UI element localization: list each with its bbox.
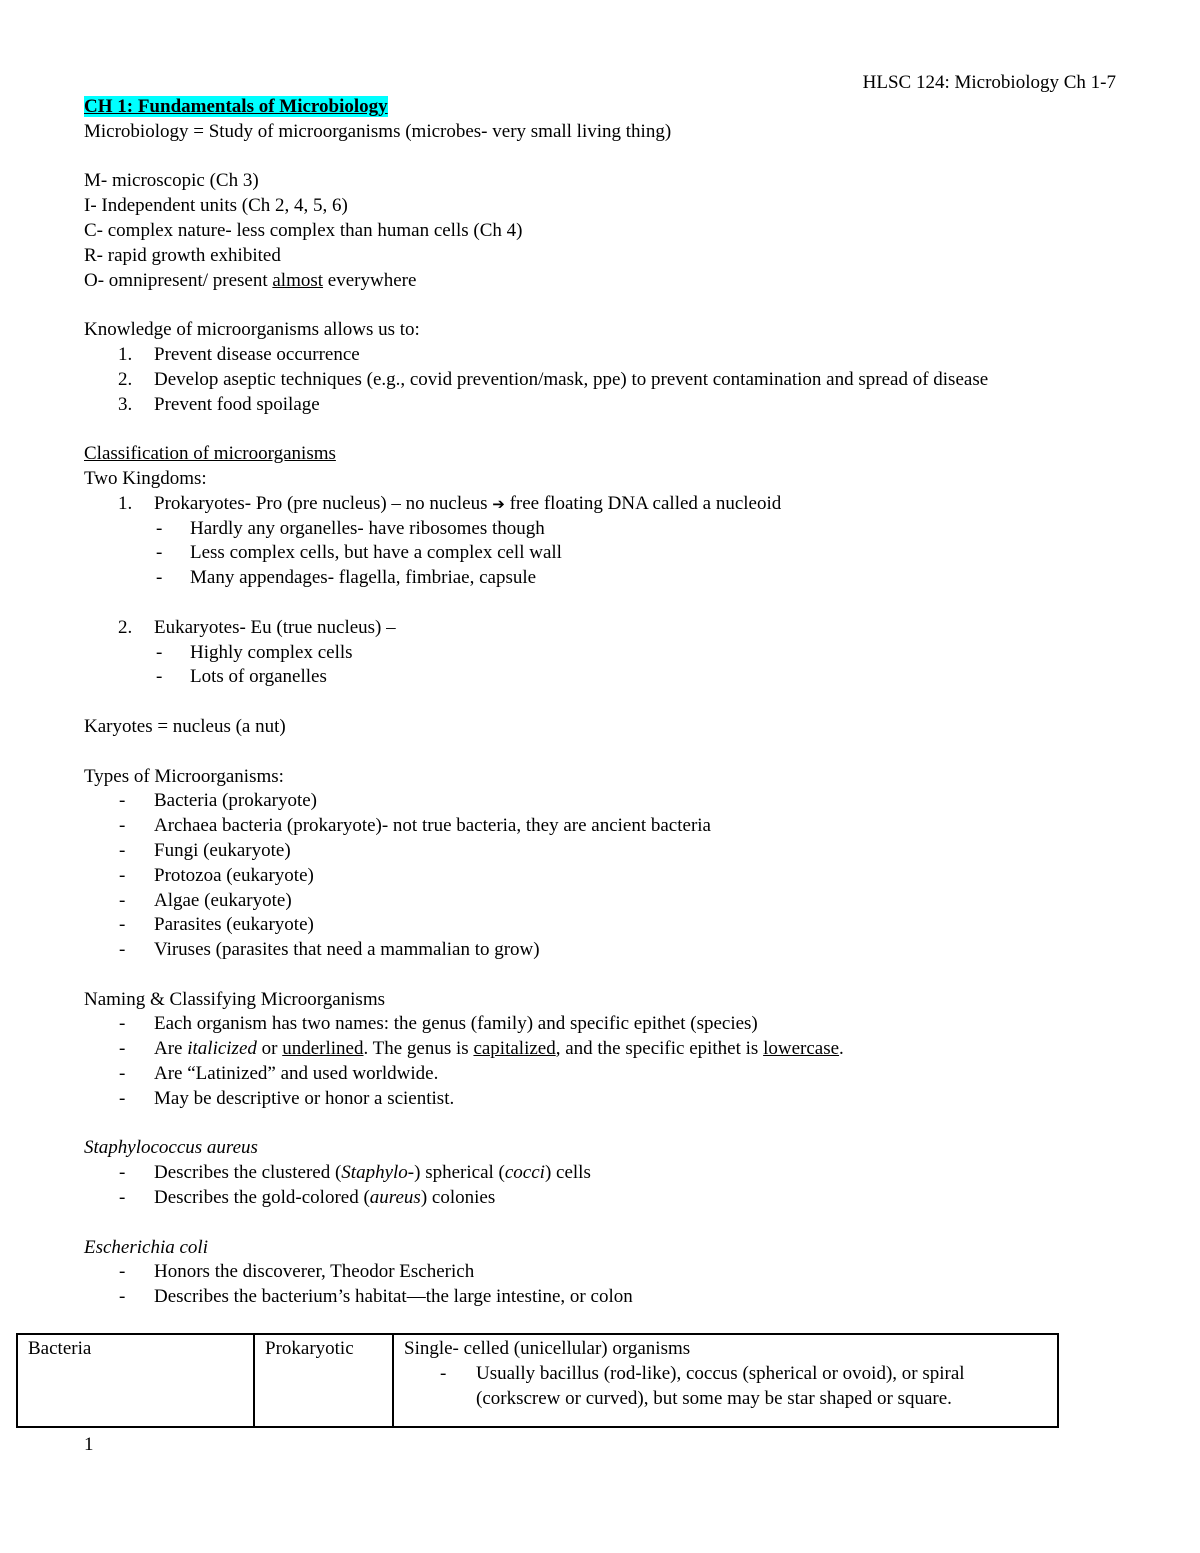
table-cell-organism: Bacteria (17, 1334, 254, 1427)
list-item: - May be descriptive or honor a scientist. (119, 1087, 455, 1109)
list-item: - Describes the clustered (Staphylo-) spherical (cocci) cells (119, 1162, 591, 1184)
list-item: - Less complex cells, but have a complex cell wall (156, 542, 562, 564)
staph-name: Staphylococcus aureus (84, 1137, 258, 1159)
list-item: - Bacteria (prokaryote) (119, 790, 317, 812)
ecoli-name: Escherichia coli (84, 1236, 208, 1258)
list-item: - Usually bacillus (rod-like), coccus (spherical or ovoid), or spiral (corkscrew or curved), but some may be star shaped or square. (440, 1362, 965, 1409)
page-number: 1 (84, 1434, 94, 1455)
list-item-prokaryotes: 1. Prokaryotes- Pro (pre nucleus) – no nucleus ➔ free floating DNA called a nucleoid (118, 492, 782, 514)
chapter-title-text: CH 1: Fundamentals of Microbiology (84, 96, 388, 117)
kingdoms-label: Two Kingdoms: (84, 467, 207, 489)
acronym-r: R- rapid growth exhibited (84, 244, 281, 266)
list-item: - Viruses (parasites that need a mammalian to grow) (119, 939, 540, 961)
naming-heading: Naming & Classifying Microorganisms (84, 988, 385, 1010)
list-item: 1. Prevent disease occurrence (118, 343, 360, 365)
list-item: - Protozoa (eukaryote) (119, 864, 314, 886)
classification-heading: Classification of microorganisms (84, 443, 336, 465)
list-item: - Many appendages- flagella, fimbriae, capsule (156, 567, 537, 589)
acronym-m: M- microscopic (Ch 3) (84, 170, 259, 192)
types-heading: Types of Microorganisms: (84, 765, 284, 787)
list-item: 2. Develop aseptic techniques (e.g., covid prevention/mask, ppe) to prevent contamination and spread of disease (118, 368, 989, 390)
karyotes-note: Karyotes = nucleus (a nut) (84, 715, 286, 737)
list-item: - Lots of organelles (156, 666, 327, 688)
acronym-c: C- complex nature- less complex than human cells (Ch 4) (84, 219, 523, 241)
arrow-right-icon: ➔ (492, 494, 505, 513)
table-cell-description (393, 1334, 1058, 1427)
knowledge-heading: Knowledge of microorganisms allows us to: (84, 319, 420, 341)
list-item: - Parasites (eukaryote) (119, 914, 314, 936)
list-item: - Algae (eukaryote) (119, 889, 292, 911)
list-item: - Highly complex cells (156, 641, 353, 663)
list-item: - Describes the bacterium’s habitat—the large intestine, or colon (119, 1286, 633, 1308)
list-item: 3. Prevent food spoilage (118, 393, 320, 415)
list-item: - Are italicized or underlined. The genus is capitalized, and the specific epithet is lowercase. (119, 1038, 844, 1060)
acronym-i: I- Independent units (Ch 2, 4, 5, 6) (84, 195, 348, 217)
table-row (17, 1334, 1058, 1427)
description-title: Single- celled (unicellular) organisms (404, 1338, 691, 1359)
list-item: - Honors the discoverer, Theodor Escherich (119, 1261, 475, 1283)
list-item: - Each organism has two names: the genus (family) and specific epithet (species) (119, 1013, 758, 1035)
notes-body (84, 95, 1144, 1310)
acronym-o: O- omnipresent/ present almost everywhere (84, 269, 417, 291)
chapter-title (84, 95, 1144, 120)
list-item: - Fungi (eukaryote) (119, 839, 291, 861)
list-item: - Hardly any organelles- have ribosomes though (156, 517, 545, 539)
list-item: - Are “Latinized” and used worldwide. (119, 1063, 439, 1085)
definition: Microbiology = Study of microorganisms (microbes- very small living thing) (84, 120, 672, 142)
bacteria-table (16, 1333, 1059, 1428)
list-item: - Archaea bacteria (prokaryote)- not true bacteria, they are ancient bacteria (119, 815, 711, 837)
list-item: - Describes the gold-colored (aureus) colonies (119, 1187, 496, 1209)
list-item-eukaryotes: 2. Eukaryotes- Eu (true nucleus) – (118, 616, 396, 638)
table-cell-cell-type: Prokaryotic (254, 1334, 393, 1427)
course-header: HLSC 124: Microbiology Ch 1-7 (862, 72, 1116, 93)
